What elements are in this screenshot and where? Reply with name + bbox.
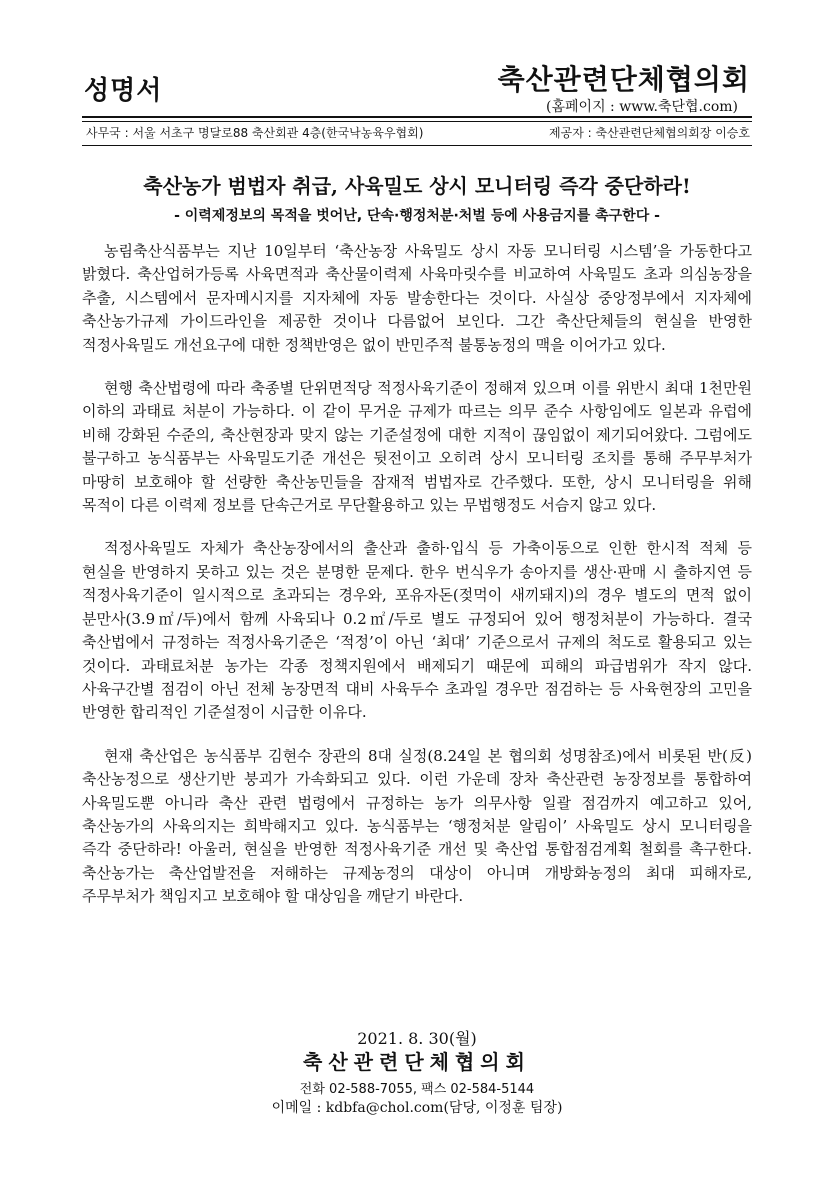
document-type: 성명서: [84, 76, 163, 106]
contact-email[interactable]: 이메일 : kdbfa@chol.com(담당, 이정훈 팀장): [271, 1100, 563, 1116]
office-address: 사무국 : 서울 서초구 명달로88 축산회관 4층(한국낙농육우협회): [86, 126, 424, 140]
header-organization: 축산관련단체협의회: [497, 63, 750, 96]
paragraph: 농림축산식품부는 지난 10일부터 ‘축산농장 사육밀도 상시 자동 모니터링 시스템’을 가동한다고 밝혔다. 축산업허가등록 사육면적과 축산물이력제 사육마릿수를 비교하여 사육밀도 초과 의심농장을 추출, 시스템에서 문자메시지를 지자체에 자동 발송한다는 것이다. 사실상 중앙정부에서 지자체에 축산농가규제 가이드라인을 제공한 것이나 다름없어 보인다. 그간 축산단체들의 현실을 반영한 적정사육밀도 개선요구에 대한 정책반영은 없이 반민주적 불통농정의 맥을 이어가고 있다.: [82, 242, 752, 354]
footer-organization: 축산관련단체협의회: [303, 1050, 531, 1074]
paragraph: 현행 축산법령에 따라 축종별 단위면적당 적정사육기준이 정해져 있으며 이를 위반시 최대 1천만원 이하의 과태료 처분이 가능하다. 이 같이 무거운 규제가 따르는 의무 준수 사항임에도 일본과 유럽에 비해 강화된 수준의, 축산현장과 맞지 않는 기준설정에 대한 지적이 끊임없이 제기되어왔다. 그럼에도 불구하고 농식품부는 사육밀도기준 개선은 뒷전이고 오히려 상시 모니터링 조치를 통해 주무부처가 마땅히 보호해야 할 선량한 축산농민들을 잠재적 범법자로 간주했다. 또한, 상시 모니터링을 위해 목적이 다른 이력제 정보를 단속근거로 무단활용하고 있는 무법행정도 서슴지 않고 있다.: [82, 379, 752, 515]
provider-info: 제공자 : 축산관련단체협의회장 이승호: [549, 126, 750, 140]
subheadline: - 이력제정보의 목적을 벗어난, 단속·행정처분·처벌 등에 사용금지를 촉구한다 -: [174, 208, 660, 224]
meta-divider: [82, 145, 752, 146]
paragraph: 현재 축산업은 농식품부 김현수 장관의 8대 실정(8.24일 본 협의회 성명참조)에서 비롯된 반(反)축산농정으로 생산기반 붕괴가 가속화되고 있다. 이런 가운데 장차 축산관련 농장정보를 통합하여 사육밀도뿐 아니라 축산 관련 법령에서 규정하는 농가 의무사항 일괄 점검까지 예고하고 있어, 축산농가의 사육의지는 희박해지고 있다. 농식품부는 ‘행정처분 알림이’ 사육밀도 상시 모니터링을 즉각 중단하라! 아울러, 현실을 반영한 적정사육기준 개선 및 축산업 통합점검계획 철회를 촉구한다. 축산농가는 축산업발전을 저해하는 규제농정의 대상이 아니며 개방화농정의 최대 피해자로, 주무부처가 책임지고 보호해야 할 대상임을 깨닫기 바란다.: [82, 746, 752, 906]
statement-body: [82, 240, 752, 929]
headline: 축산농가 범법자 취급, 사육밀도 상시 모니터링 즉각 중단하라!: [143, 174, 691, 198]
contact-phone-fax: 전화 02-588-7055, 팩스 02-584-5144: [299, 1082, 535, 1097]
homepage-link[interactable]: (홈페이지 : www.축단협.com): [546, 99, 738, 115]
header-divider-thin: [82, 121, 752, 122]
issue-date: 2021. 8. 30(월): [357, 1029, 477, 1048]
header-divider-thick: [82, 116, 752, 118]
paragraph: 적정사육밀도 자체가 축산농장에서의 출산과 출하·입식 등 가축이동으로 인한 한시적 적체 등 현실을 반영하지 못하고 있는 것은 분명한 문제다. 한우 번식우가 송아지를 생산·판매 시 출하지연 등 적정사육기준이 일시적으로 초과되는 경우와, 포유자돈(젖먹이 새끼돼지)의 경우 별도의 면적 없이 분만사(3.9㎡/두)에서 함께 사육되나 0.2㎡/두로 별도 규정되어 있어 행정처분이 가능하다. 결국 축산법에서 규정하는 적정사육기준은 ‘적정’이 아닌 ‘최대’ 기준으로서 규제의 척도로 활용되고 있는 것이다. 과태료처분 농가는 각종 정책지원에서 배제되기 때문에 피해의 파급범위가 작지 않다. 사육구간별 점검이 아닌 전체 농장면적 대비 사육두수 초과일 경우만 점검하는 등 사육현장의 고민을 반영한 합리적인 기준설정이 시급한 이유다.: [82, 539, 752, 722]
